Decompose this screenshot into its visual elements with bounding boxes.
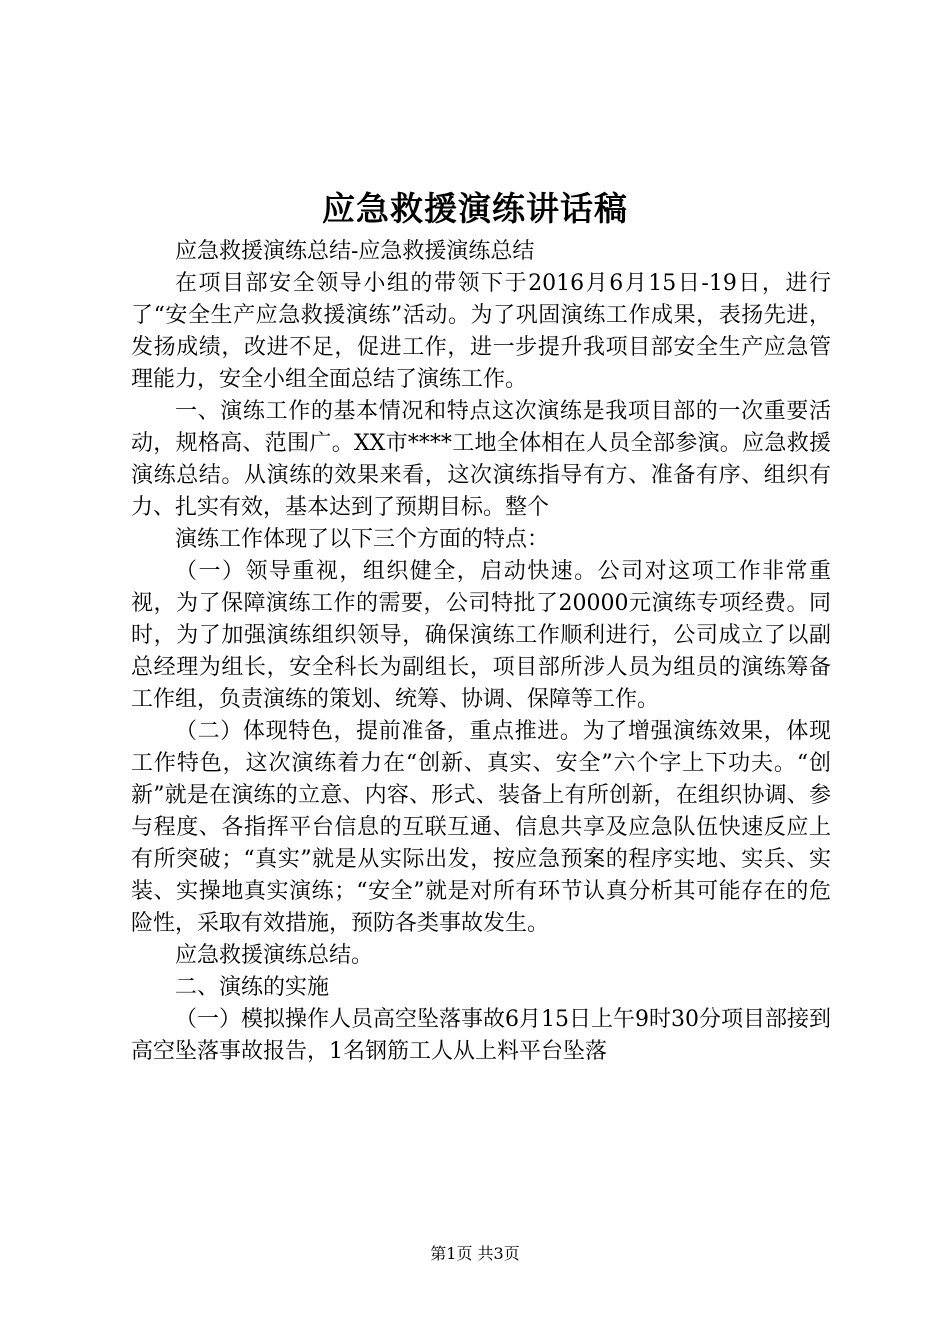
subtitle-paragraph: 应急救援演练总结-应急救援演练总结 [175,239,535,264]
features-lead-paragraph: 演练工作体现了以下三个方面的特点： [175,527,550,552]
page-number-footer: 第1页 共3页 [430,1244,520,1263]
feature-two-paragraph: （二）体现特色，提前准备，重点推进。为了增强演练效果，体现工作特色，这次演练着力在“创新、真实、安全”六个字上下功夫。“创新”就是在演练的立意、内容、形式、装备上有所创新，在组织协调、参与程度、各指挥平台信息的互联互通、信息共享及应急队伍快速反应上有所突破；“真实”就是从实际出发，按应急预案的程序实地、实兵、实装、实操地真实演练；“安全”就是对所有环节认真分析其可能存在的危险性，采取有效措施，预防各类事故发生。 [131,719,831,936]
section-one-paragraph: 一、演练工作的基本情况和特点这次演练是我项目部的一次重要活动，规格高、范围广。XX市****工地全体相在人员全部参演。应急救援演练总结。从演练的效果来看，这次演练指导有方、准备有序、组织有力、扎实有效，基本达到了预期目标。整个 [131,399,831,520]
document-body [131,236,831,1068]
document-title: 应急救援演练讲话稿 [322,189,628,228]
intro-paragraph: 在项目部安全领导小组的带领下于2016月6月15日-19日，进行了“安全生产应急救援演练”活动。为了巩固演练工作成果，表扬先进，发扬成绩，改进不足，促进工作，进一步提升我项目部安全生产应急管理能力，安全小组全面总结了演练工作。 [131,271,831,392]
section-two-heading: 二、演练的实施 [175,975,330,1000]
drill-one-paragraph: （一）模拟操作人员高空坠落事故6月15日上午9时30分项目部接到高空坠落事故报告，1名钢筋工人从上料平台坠落 [131,1007,832,1064]
summary-note-paragraph: 应急救援演练总结。 [175,943,374,968]
feature-one-paragraph: （一）领导重视，组织健全，启动快速。公司对这项工作非常重视，为了保障演练工作的需要，公司特批了20000元演练专项经费。同时，为了加强演练组织领导，确保演练工作顺利进行，公司成立了以副总经理为组长，安全科长为副组长，项目部所涉人员为组员的演练筹备工作组，负责演练的策划、统筹、协调、保障等工作。 [131,559,831,712]
